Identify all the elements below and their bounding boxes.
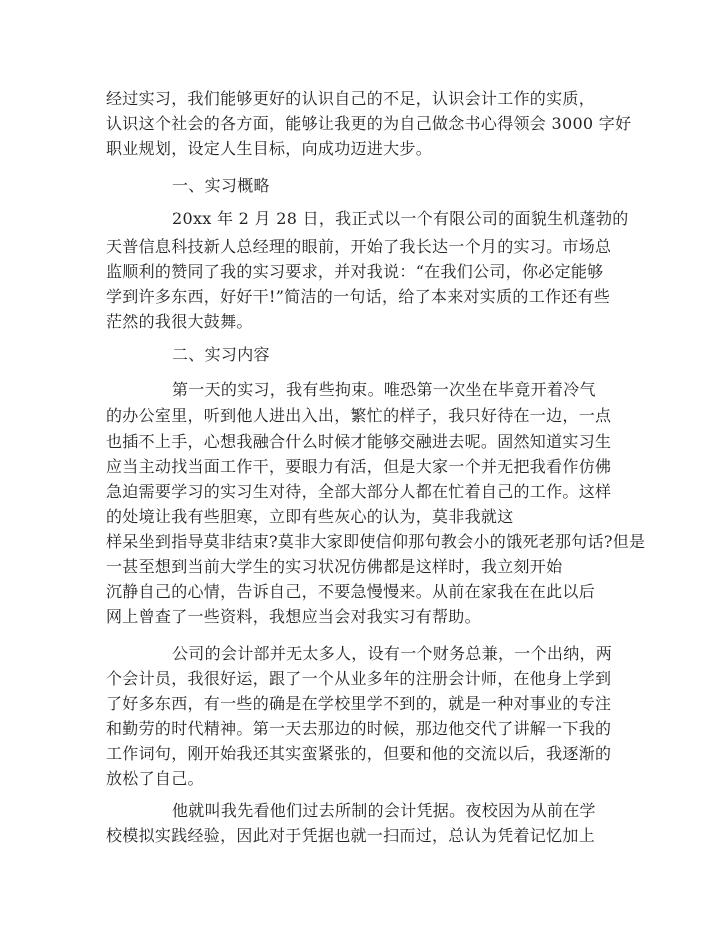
text-line: 和勤劳的时代精神。第一天去那边的时候，那边他交代了讲解一下我的 [106,719,612,738]
text-line: 监顺利的赞同了我的实习要求，并对我说：“在我们公司，你必定能够 [106,262,604,281]
text-line: 的办公室里，听到他人进出入出，繁忙的样子，我只好待在一边，一点 [106,406,612,425]
text-line: 也插不上手，心想我融合什么时候才能够交融进去呢。固然知道实习生 [106,432,612,451]
text-line: 职业规划，设定人生目标，向成功迈进大步。 [106,139,433,158]
text-line: 20xx 年 2 月 28 日，我正式以一个有限公司的面貌生机蓬勃的 [172,209,629,228]
text-line: 茫然的我很大鼓舞。 [106,312,253,331]
text-line: 样呆坐到指导莫非结束?莫非大家即使信仰那句教会小的饿死老那句话?但是 [106,532,646,551]
text-line: 公司的会计部并无太多人，设有一个财务总兼，一个出纳，两 [172,644,613,663]
text-line: 经过实习，我们能够更好的认识自己的不足，认识会计工作的实质， [106,89,596,108]
text-line: 他就叫我先看他们过去所制的会计凭据。夜校因为从前在学 [172,801,596,820]
text-line: 的处境让我有些胆寒，立即有些灰心的认为，莫非我就这 [106,507,514,526]
text-line: 工作词句，刚开始我还其实蛮紧张的，但要和他的交流以后，我逐渐的 [106,744,612,763]
text-line: 学到许多东西，好好干!”简洁的一句话，给了本来对实质的工作还有些 [106,287,611,306]
text-line: 急迫需要学习的实习生对待，全部大部分人都在忙着自己的工作。这样 [106,482,612,501]
text-line: 了好多东西，有一些的确是在学校里学不到的，就是一种对事业的专注 [106,694,612,713]
text-line: 一甚至想到当前大学生的实习状况仿佛都是这样时，我立刻开始 [106,557,563,576]
section-heading: 二、实习内容 [172,345,270,364]
section-heading: 一、实习概略 [172,176,270,195]
text-line: 沉静自己的心情，告诉自己，不要急慢慢来。从前在家我在在此以后 [106,582,596,601]
text-line: 个会计员，我很好运，跟了一个从业多年的注册会计师，在他身上学到 [106,669,612,688]
text-line: 应当主动找当面工作干，要眼力有活，但是大家一个并无把我看作仿佛 [106,457,612,476]
text-line: 第一天的实习，我有些拘束。唯恐第一次坐在毕竟开着冷气 [172,380,596,399]
text-line: 天普信息科技新人总经理的眼前，开始了我长达一个月的实习。市场总 [106,237,612,256]
text-line: 网上曾查了一些资料，我想应当会对我实习有帮助。 [106,607,481,626]
text-line: 放松了自己。 [106,769,204,788]
text-line: 认识这个社会的各方面，能够让我更的为自己做念书心得领会 3000 字好 [106,114,632,133]
text-line: 校模拟实践经验，因此对于凭据也就一扫而过，总认为凭着记忆加上 [106,826,596,845]
